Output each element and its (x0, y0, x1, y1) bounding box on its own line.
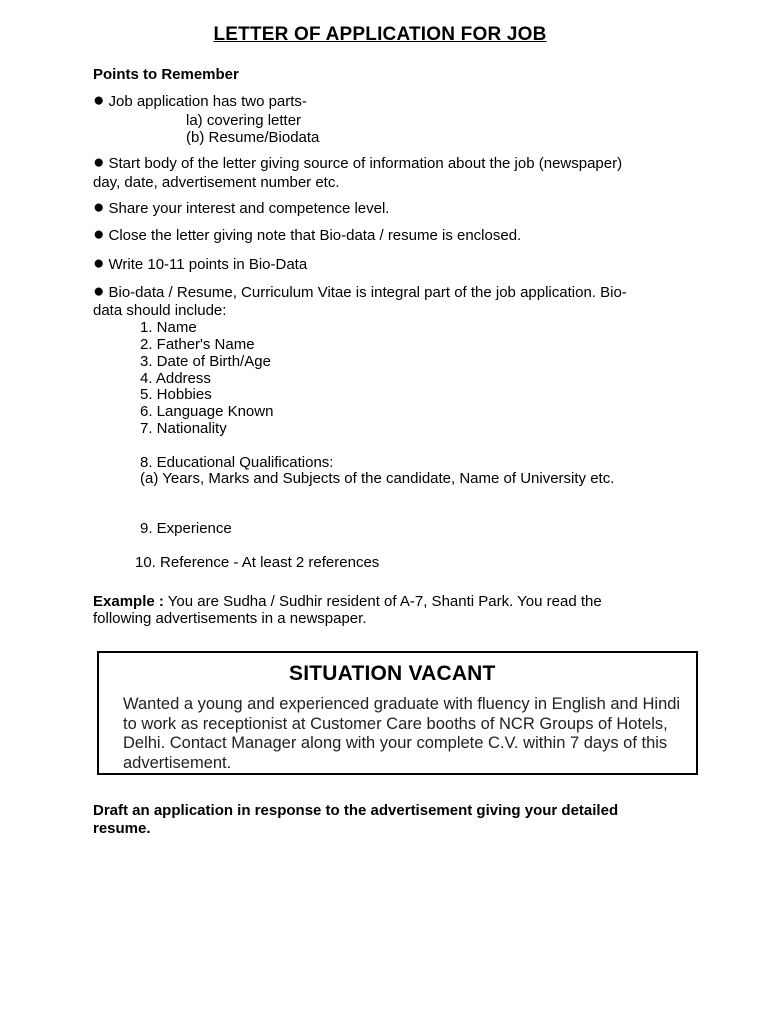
bullet-6-line2: data should include: (93, 302, 227, 319)
bullet-1-sub-b: (b) Resume/Biodata (186, 129, 320, 146)
advert-body: Wanted a young and experienced graduate with fluency in English and Hindi to work as receptionist at Customer Care booths of NCR Groups of Hotels, Delhi. Contact Manager along with your complete C.V. within 7 days of this advertisement. (123, 695, 681, 772)
bullet-6 (93, 281, 627, 302)
biodata-item: 5. Hobbies (140, 386, 212, 403)
draft-line-2: resume. (93, 820, 151, 837)
biodata-item-8-sub: (a) Years, Marks and Subjects of the candidate, Name of University etc. (140, 470, 615, 487)
example-line-2: following advertisements in a newspaper. (93, 610, 367, 627)
bullet-5 (93, 253, 308, 274)
bullet-3-text: Share your interest and competence level. (108, 200, 390, 217)
bullet-2-line1: Start body of the letter giving source of information about the job (newspaper) (108, 155, 623, 172)
bullet-dot-icon: ● (93, 224, 105, 245)
advert-box (97, 651, 698, 775)
bullet-dot-icon: ● (93, 197, 105, 218)
bullet-dot-icon: ● (93, 90, 105, 111)
advert-title: SITUATION VACANT (289, 662, 496, 685)
biodata-item-10: 10. Reference - At least 2 references (135, 554, 380, 571)
example-line-1 (93, 593, 602, 610)
draft-line-1: Draft an application in response to the advertisement giving your detailed (93, 802, 619, 819)
bullet-2-line2: day, date, advertisement number etc. (93, 174, 340, 191)
page-title: LETTER OF APPLICATION FOR JOB (213, 24, 547, 45)
bullet-dot-icon: ● (93, 253, 105, 274)
bullet-1-text: Job application has two parts- (108, 93, 307, 110)
biodata-item: 2. Father's Name (140, 336, 255, 353)
bullet-4 (93, 224, 522, 245)
biodata-item: 6. Language Known (140, 403, 274, 420)
biodata-item: 7. Nationality (140, 420, 227, 437)
example-text: You are Sudha / Sudhir resident of A-7, Shanti Park. You read the (163, 593, 602, 610)
biodata-item-9: 9. Experience (140, 520, 232, 537)
bullet-1 (93, 90, 307, 111)
bullet-dot-icon: ● (93, 152, 105, 173)
draft-instruction (93, 802, 673, 838)
biodata-item: 4. Address (140, 370, 211, 387)
bullet-3 (93, 197, 390, 218)
biodata-item: 3. Date of Birth/Age (140, 353, 271, 370)
bullet-6-line1: Bio-data / Resume, Curriculum Vitae is integral part of the job application. Bio- (108, 284, 627, 301)
bullet-4-text: Close the letter giving note that Bio-data / resume is enclosed. (108, 227, 522, 244)
bullet-2 (93, 152, 623, 173)
biodata-item: 1. Name (140, 319, 197, 336)
bullet-5-text: Write 10-11 points in Bio-Data (108, 256, 308, 273)
biodata-item-8: 8. Educational Qualifications: (140, 454, 334, 471)
bullet-dot-icon: ● (93, 281, 105, 302)
example-label: Example : (93, 593, 164, 610)
bullet-1-sub-a: la) covering letter (186, 112, 302, 129)
points-heading: Points to Remember (93, 66, 239, 83)
